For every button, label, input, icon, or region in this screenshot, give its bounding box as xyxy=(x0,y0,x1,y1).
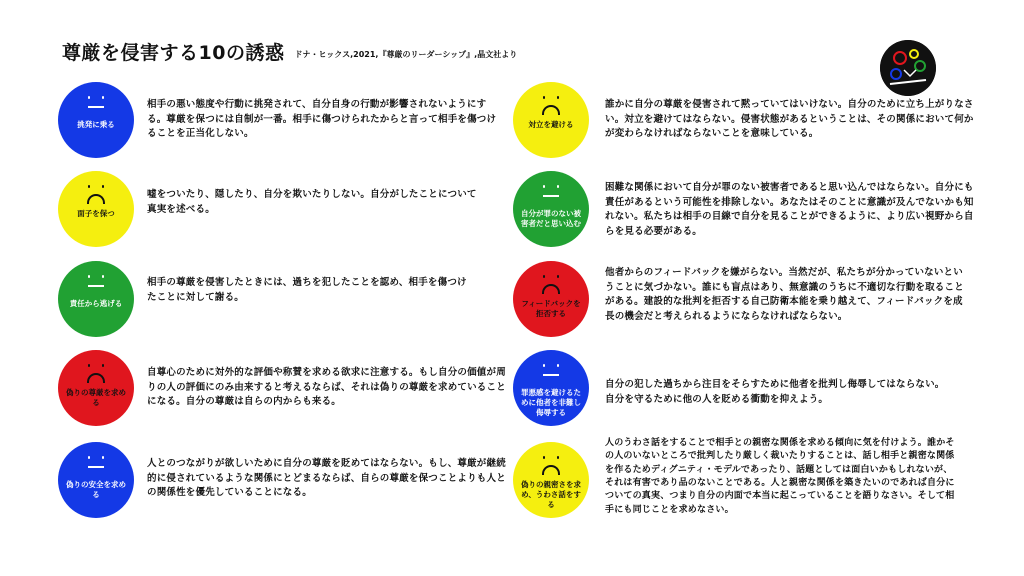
temptation-badge xyxy=(58,171,134,247)
dignity-hub-logo xyxy=(880,40,936,96)
source-citation: ドナ・ヒックス,2021,『尊厳のリーダーシップ』,晶文社より xyxy=(294,50,518,59)
temptation-description: 自分の犯した過ちから注目をそらすために他者を批判し侮辱してはならない。自分を守るために他の人を貶める衝動を抑えよう。 xyxy=(605,379,945,405)
logo-doodle-icon xyxy=(880,40,936,96)
temptation-label: 面子を保つ xyxy=(77,209,115,218)
temptation-description: 嘘をついたり、隠したり、自分を欺いたりしない。自分がしたことについて真実を述べる。 xyxy=(147,189,477,215)
temptation-label: 自分が罪のない被害者だと思い込む xyxy=(521,209,581,229)
temptation-badge xyxy=(513,82,589,158)
temptation-description: 困難な関係において自分が罪のない被害者であると思い込んではならない。自分にも責任があるという可能性を排除しない。あなたはそのことに意識が及んでないかも知れない。私たちは相手の目線で自分を見ることができるように、より広い視野から自らを見る必要がある。 xyxy=(605,182,974,238)
page-title: 尊厳を侵害する10の誘惑 xyxy=(62,42,285,64)
temptation-label: 罪悪感を避けるために他者を非難し侮辱する xyxy=(521,388,581,418)
temptation-badge xyxy=(513,442,589,518)
temptation-label: 責任から逃げる xyxy=(69,299,123,308)
temptation-label: 対立を避ける xyxy=(528,120,574,129)
temptation-description: 自尊心のために対外的な評価や称賛を求める欲求に注意する。もし自分の価値が周りの人の評価にのみ由来すると考えるならば、それは偽りの尊厳を求めていることになる。自分の尊厳は自らの内からも来る。 xyxy=(147,367,506,408)
temptation-badge xyxy=(58,82,134,158)
temptation-label: 偽りの安全を求める xyxy=(66,480,126,500)
temptation-label: 偽りの尊厳を求める xyxy=(66,388,126,408)
temptation-description: 人とのつながりが欲しいために自分の尊厳を貶めてはならない。もし、尊厳が継続的に侵されているような関係にとどまるならば、自らの尊厳を保つことよりも人との関係性を優先していることになる。 xyxy=(147,458,506,499)
temptation-description: 他者からのフィードバックを嫌がらない。当然だが、私たちが分かっていないということに気づかない。誰にも盲点はあり、無意識のうちに不適切な行動を取ることがある。建設的な批判を拒否する自己防衛本能を乗り越えて、フィードバックを成長の機会だと考えられるようにならなければならない。 xyxy=(605,267,964,323)
temptation-badge xyxy=(58,442,134,518)
temptation-badge xyxy=(513,261,589,337)
temptation-badge xyxy=(58,350,134,426)
temptation-label: フィードバックを拒否する xyxy=(521,299,581,319)
temptation-description: 相手の悪い態度や行動に挑発されて、自分自身の行動が影響されないようにする。尊厳を保つには自制が一番。相手に傷つけられたからと言って相手を傷つけることを正当化しない。 xyxy=(147,99,497,140)
temptation-badge xyxy=(513,350,589,426)
header xyxy=(62,38,517,65)
temptation-badge xyxy=(58,261,134,337)
temptation-description: 誰かに自分の尊厳を侵害されて黙っていてはいけない。自分のために立ち上がりなさい。対立を避けてはならない。侵害状態があるということは、その関係において何かが変わらなければならないことを意味している。 xyxy=(605,99,974,140)
temptation-badge xyxy=(513,171,589,247)
temptation-label: 挑発に乗る xyxy=(77,120,115,129)
temptation-description: 相手の尊厳を侵害したときには、過ちを犯したことを認め、相手を傷つけたことに対して謝る。 xyxy=(147,277,467,303)
temptation-label: 偽りの親密さを求め、うわさ話をする xyxy=(521,480,581,510)
temptation-description: 人のうわさ話をすることで相手との親密な関係を求める傾向に気を付けよう。誰かその人のいないところで批判したり厳しく裁いたりすることは、話し相手と親密な関係を作るためディグニティ・モデルであったり、話題としては面白いかもしれないが、それは有害であり品のないことである。人と親密な関係を築きたいのであれば自分についての真実、つまり自分の内面で本当に起こっていることを語りなさい。そして相手にも同じことを求めなさい。 xyxy=(605,438,955,515)
